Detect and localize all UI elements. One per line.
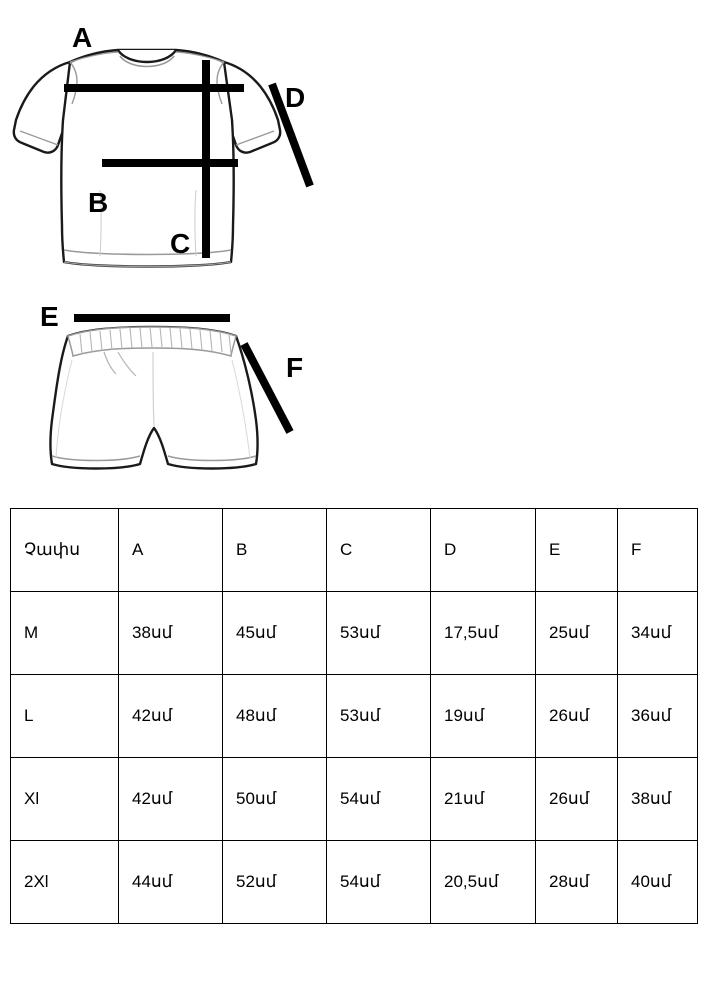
measure-label-a: A (72, 22, 93, 53)
table-header-b: B (223, 509, 327, 592)
table-header-c: C (327, 509, 431, 592)
size-chart-table (10, 508, 698, 924)
garment-measurement-diagram (0, 0, 707, 495)
cell-b: 52սմ (223, 841, 327, 924)
cell-c: 53սմ (327, 592, 431, 675)
table-header-f: F (618, 509, 698, 592)
cell-c: 53սմ (327, 675, 431, 758)
cell-d: 21սմ (431, 758, 536, 841)
cell-f: 38սմ (618, 758, 698, 841)
table-row (11, 758, 698, 841)
cell-a: 38սմ (119, 592, 223, 675)
cell-f: 36սմ (618, 675, 698, 758)
cell-e: 26սմ (536, 758, 618, 841)
cell-f: 34սմ (618, 592, 698, 675)
measure-label-f: F (286, 352, 304, 383)
garment-illustrations (0, 0, 707, 495)
cell-size: Xl (11, 758, 119, 841)
cell-d: 19սմ (431, 675, 536, 758)
cell-b: 48սմ (223, 675, 327, 758)
cell-e: 26սմ (536, 675, 618, 758)
cell-size: M (11, 592, 119, 675)
cell-d: 20,5սմ (431, 841, 536, 924)
measure-label-e: E (40, 301, 59, 332)
size-chart-container (10, 508, 697, 924)
table-row (11, 675, 698, 758)
cell-a: 44սմ (119, 841, 223, 924)
table-header-size: Չափս (11, 509, 119, 592)
cell-b: 50սմ (223, 758, 327, 841)
table-header-e: E (536, 509, 618, 592)
table-header-d: D (431, 509, 536, 592)
cell-c: 54սմ (327, 841, 431, 924)
tshirt-illustration (14, 50, 280, 267)
table-row (11, 592, 698, 675)
table-header-a: A (119, 509, 223, 592)
measure-label-b: B (88, 187, 109, 218)
cell-size: L (11, 675, 119, 758)
cell-c: 54սմ (327, 758, 431, 841)
cell-size: 2Xl (11, 841, 119, 924)
cell-b: 45սմ (223, 592, 327, 675)
shorts-illustration (51, 327, 258, 469)
cell-e: 28սմ (536, 841, 618, 924)
measure-label-c: C (170, 228, 191, 259)
measure-label-d: D (285, 82, 306, 113)
table-header-row (11, 509, 698, 592)
cell-d: 17,5սմ (431, 592, 536, 675)
cell-e: 25սմ (536, 592, 618, 675)
cell-a: 42սմ (119, 675, 223, 758)
cell-f: 40սմ (618, 841, 698, 924)
table-row (11, 841, 698, 924)
cell-a: 42սմ (119, 758, 223, 841)
